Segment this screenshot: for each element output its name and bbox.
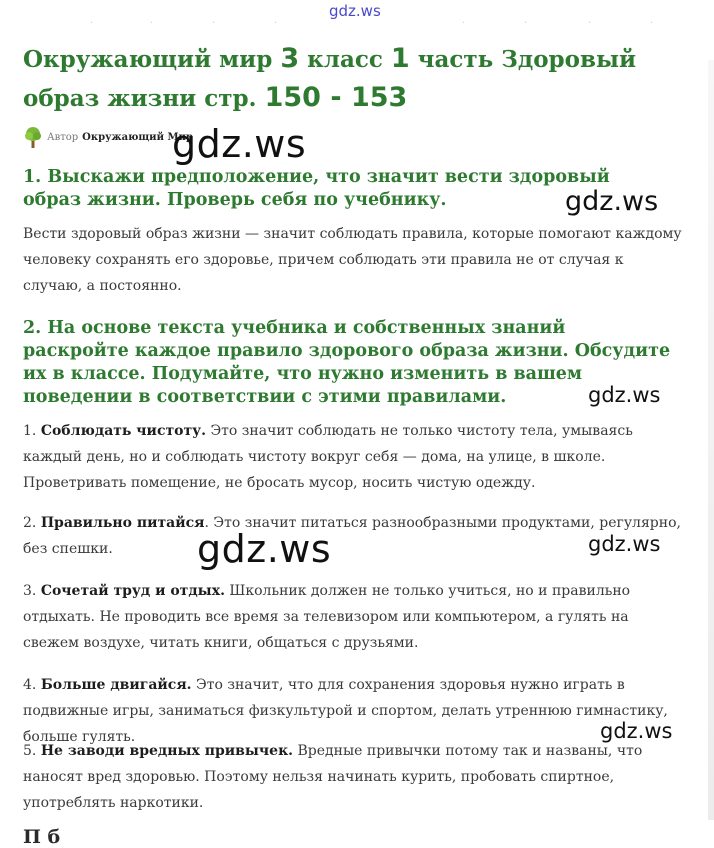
rule-text: Это значит, что для сохранения здоровья нужно играть в подвижные игры, заниматься физкультурой и спортом, делать утреннюю гимнастику, больше гулять. [23,677,668,745]
top-divider-dots: · · · · · · · · [90,18,654,29]
rule-item [23,510,685,562]
title-part: Окружающий мир [23,46,281,73]
rule-title: Соблюдать чистоту. [40,423,206,439]
rule-number: 4. [23,677,41,693]
watermark-overlay: gdz.ws [565,186,659,217]
rule-number: 2. [23,515,41,531]
rule-number: 5. [23,743,41,759]
rule-number: 3. [23,583,41,599]
rule-title: Не заводи вредных привычек. [40,743,294,759]
author-name-link[interactable]: Окружающий Мир [82,131,193,143]
rule-text: . Это значит питаться разнообразными продуктами, регулярно, без спешки. [23,515,681,557]
rule-title: Сочетай труд и отдых. [40,583,225,599]
rule-title: Правильно питайся [40,515,205,531]
rule-item [23,418,685,496]
rule-number: 1. [23,423,41,439]
title-part: класс [299,46,391,73]
watermark-overlay: gdz.ws [588,532,661,556]
right-edge-shadow [708,60,714,820]
question-1-heading: 1. Выскажи предположение, что значит вести здоровый образ жизни. Проверь себя по учебнику. [23,167,610,210]
title-grade-number: 3 [280,43,300,74]
rule-item [23,578,685,656]
rule-text: Вредные привычки потому так и названы, что наносят вред здоровью. Поэтому нельзя начинать курить, пробовать спиртное, употреблять наркотики. [23,743,643,811]
rule-title: Больше двигайся. [40,677,192,693]
watermark-overlay: gdz.ws [600,719,673,743]
next-heading-cut-off: П б [23,826,61,848]
author-label: Автор [47,131,79,143]
rule-text: Школьник должен не только учиться, но и правильно отдыхать. Не проводить все время за телевизором или компьютером, а гулять на свежем воздухе, читать книги, общаться с друзьями. [23,583,631,651]
watermark-overlay: gdz.ws [197,527,332,571]
tree-icon [23,126,43,148]
watermark-overlay: gdz.ws [588,383,661,407]
question-2-heading: 2. На основе текста учебника и собственных знаний раскройте каждое правило здорового образа жизни. Обсудите их в классе. Подумайте, что нужно изменить в вашем поведении в соответствии с этими правилами. [23,318,671,407]
top-watermark: gdz.ws [329,2,381,20]
title-part-number: 1 [390,43,410,74]
author-line [23,126,193,148]
rule-item [23,738,685,816]
page-title [23,40,683,118]
watermark-overlay: gdz.ws [172,122,307,166]
rule-text: Это значит соблюдать не только чистоту тела, умываясь каждый день, но и соблюдать чистоту вокруг себя — дома, на улице, в школе. Проветривать помещение, не бросать мусор, носить чистую одежду. [23,423,633,491]
question-1-answer: Вести здоровый образ жизни — значит соблюдать правила, которые помогают каждому человеку сохранять его здоровье, причем соблюдать эти правила не от случая к случаю, а постоянно. [23,226,682,294]
title-part: часть Здоровый образ жизни стр. [23,46,637,112]
title-pages: 150 - 153 [264,82,408,113]
